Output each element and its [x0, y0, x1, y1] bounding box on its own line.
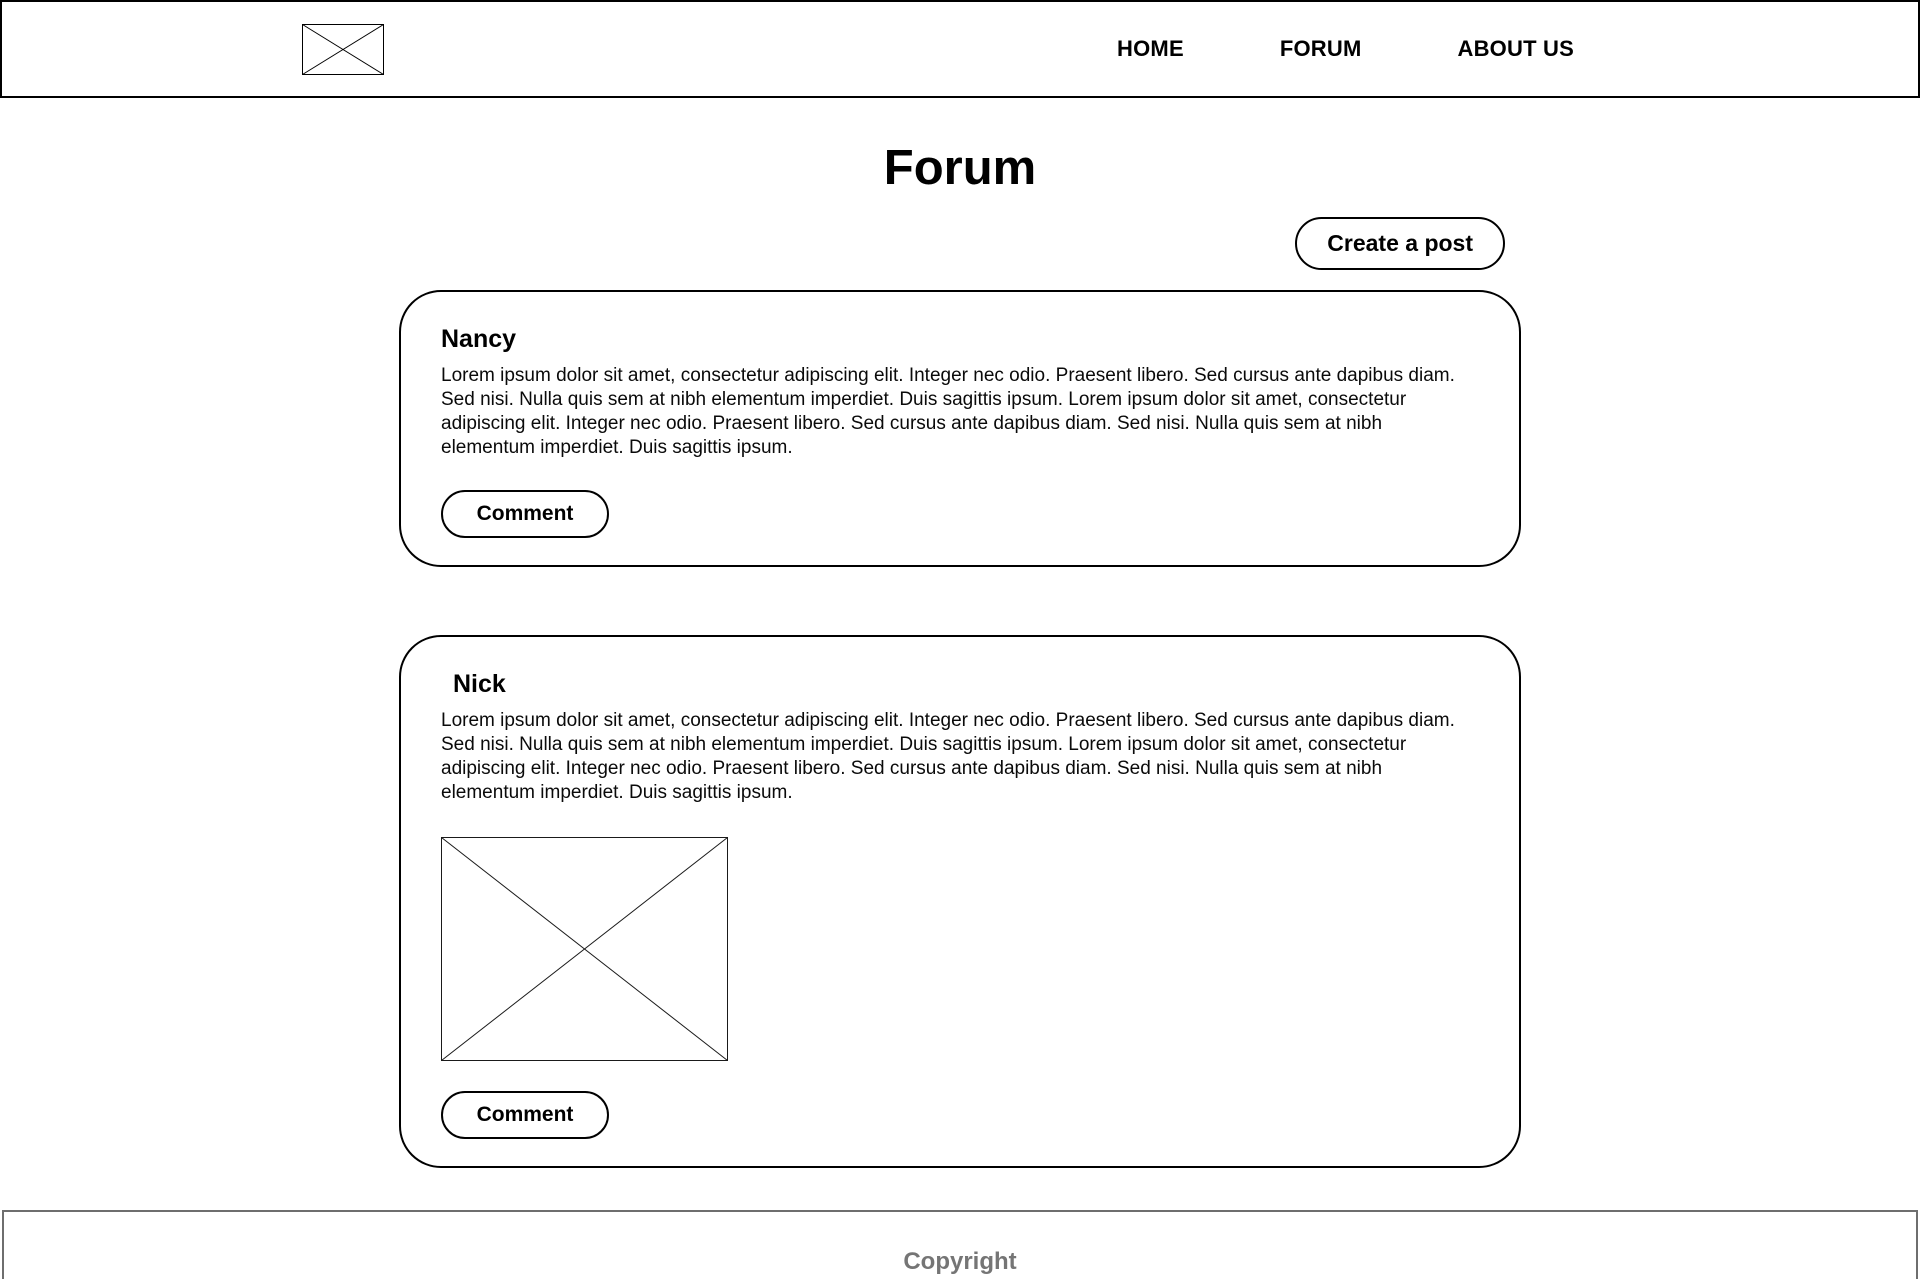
- comment-button[interactable]: Comment: [441, 1091, 609, 1139]
- actions-row: [399, 217, 1521, 270]
- comment-button[interactable]: Comment: [441, 490, 609, 538]
- post-card: [399, 635, 1521, 1168]
- copyright-text: Copyright: [903, 1248, 1017, 1275]
- post-body: Lorem ipsum dolor sit amet, consectetur adipiscing elit. Integer nec odio. Praesent libero. Sed cursus ante dapibus diam. Sed nisi. Nulla quis sem at nibh elementum imperdiet. Duis sagittis ipsum. Lorem ipsum dolor sit amet, consectetur adipiscing elit. Integer nec odio. Praesent libero. Sed cursus ante dapibus diam. Sed nisi. Nulla quis sem at nibh elementum imperdiet. Duis sagittis ipsum.: [441, 710, 1455, 803]
- post-author: Nancy: [441, 325, 517, 353]
- main-content: [399, 142, 1521, 1168]
- page-title: Forum: [883, 141, 1037, 195]
- create-post-button[interactable]: Create a post: [1295, 217, 1505, 270]
- nav-item-about-us[interactable]: ABOUT US: [1457, 36, 1574, 61]
- nav-item-home[interactable]: HOME: [1117, 36, 1184, 61]
- post-card: [399, 290, 1521, 567]
- post-body: Lorem ipsum dolor sit amet, consectetur adipiscing elit. Integer nec odio. Praesent libero. Sed cursus ante dapibus diam. Sed nisi. Nulla quis sem at nibh elementum imperdiet. Duis sagittis ipsum. Lorem ipsum dolor sit amet, consectetur adipiscing elit. Integer nec odio. Praesent libero. Sed cursus ante dapibus diam. Sed nisi. Nulla quis sem at nibh elementum imperdiet. Duis sagittis ipsum.: [441, 365, 1455, 458]
- header: [0, 0, 1920, 98]
- footer: [2, 1210, 1918, 1279]
- post-author: Nick: [453, 670, 506, 698]
- main-nav: [1117, 36, 1574, 62]
- image-placeholder-icon: [441, 837, 728, 1061]
- nav-item-forum[interactable]: FORUM: [1279, 36, 1362, 61]
- image-placeholder-icon[interactable]: [302, 24, 384, 75]
